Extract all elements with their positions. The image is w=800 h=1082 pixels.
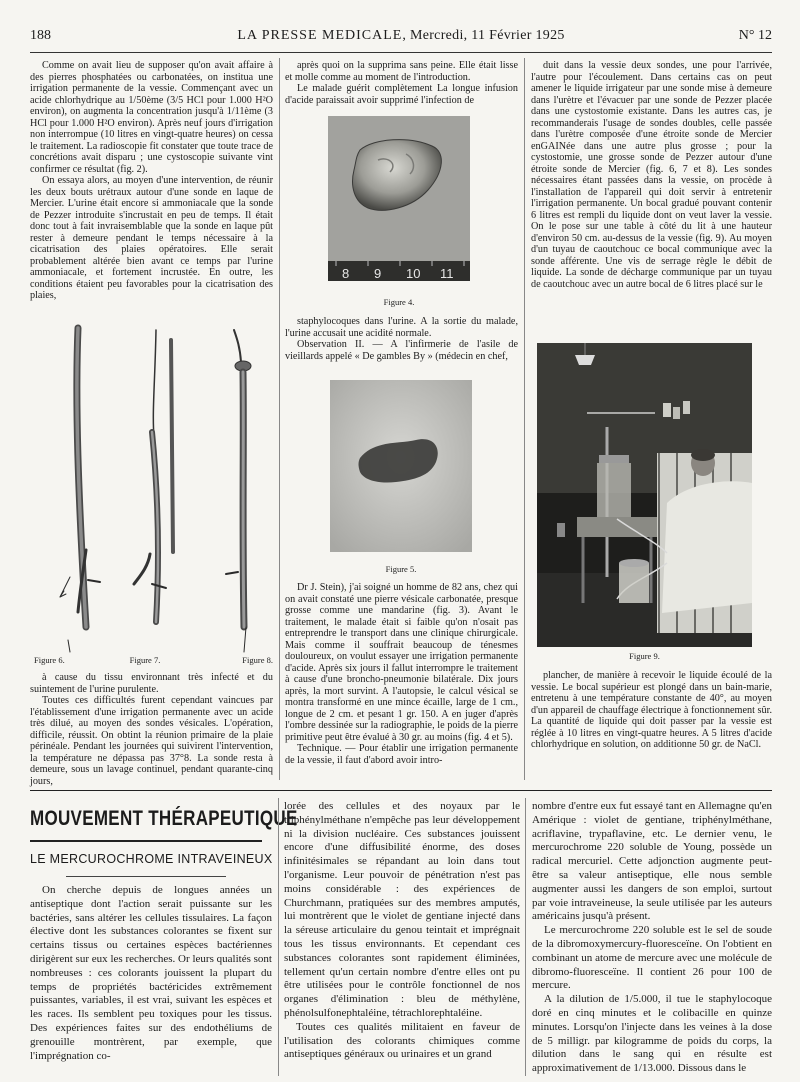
figure-8-caption: Figure 8. xyxy=(242,655,273,665)
figure-7-caption: Figure 7. xyxy=(129,655,161,665)
page-header xyxy=(30,28,772,50)
ruler-number: 11 xyxy=(440,266,454,281)
header-rule xyxy=(30,52,772,53)
paragraph: Toutes ces difficultés furent cependant vaincues par l'établissement d'une irrigation permanente avec un acide très dilué, au moyen des sondes vésicales. L'opération, difficile, réussit. On obtint la réunion primaire de la plaie périnéale. Pendant les journées qui suivirent l'intervention, la température ne dépassa pas 37°8. La sonde resta à demeure, sous un lavage continuel, pendant quarante-cinq jours, xyxy=(30,695,273,787)
col3-text-bottom xyxy=(531,670,772,780)
paragraph: Technique. — Pour établir une irrigation permanente de la vessie, il faut d'abord avoir intro- xyxy=(285,743,518,766)
column-divider xyxy=(525,798,526,1076)
paragraph: nombre d'entre eux fut essayé tant en Allemagne qu'en Amérique : violet de gentiane, triphénylméthane, acriflavine, trypaflavine, etc. Le dernier venu, le mercurochrome 220 soluble de Young, possède un radical mercuriel. Cette adjonction augmente peut-être sa valeur antiseptique, elle nous semble augmenter aussi les dangers de son emploi, surtout par voie intraveineuse, la seule utilisée par les auteurs américains jusqu'à présent. xyxy=(532,800,772,923)
page-number: 188 xyxy=(30,28,51,43)
journal-title-line: LA PRESSE MEDICALE, Mercredi, 11 Février 1925 xyxy=(237,28,565,43)
ruler-number: 9 xyxy=(374,266,382,281)
paragraph: après quoi on la supprima sans peine. Elle était lisse et molle comme au moment de l'introduction. xyxy=(285,60,518,83)
paragraph: plancher, de manière à recevoir le liquide écoulé de la vessie. Le bocal supérieur est plongé dans un bain-marie, entretenu à une température constante de 40°, au moyen d'un appareil de chauffage électrique à fonctionnement sûr. La quantité de liquide qui doit passer par la vessie est réglée à 10 litres en vingt-quatre heures. A 5 litres d'acide chlorhydrique en solution, on additionne 50 gr. de NaCl. xyxy=(531,670,772,750)
journal-title: LA PRESSE MEDICALE xyxy=(237,28,403,43)
paragraph: Toutes ces qualités militaient en faveur de l'utilisation des colorants chimiques comme antiseptiques généraux ou urinaires et un grand xyxy=(284,1020,520,1061)
col2-text-middle xyxy=(285,316,518,376)
col3-text-top xyxy=(531,60,772,338)
paragraph: duit dans la vessie deux sondes, une pour l'arrivée, l'autre pour l'écoulement. Dans certains cas on peut amener le liquide irrigateur par une sonde mise à demeure dans l'urètre et l'évacuer par une sonde de Pezzer placée dans une cystostomie existante. Dans les autres cas, je recommanderais l'usage de sondes doubles, celle passée dans l'urètre composée d'une étroite sonde de Mercier enGAINée dans une autre plus grosse ; pour la cystostomie, une grosse sonde de Pezzer autour d'une étroite sonde de Mercier (fig. 6, 7 et 8). Les sondes nécessaires étant passées dans la vessie, on procède à l'installation de l'appareil qui doit servir à entretenir l'irrigation permanente. Un bocal gradué pouvant contenir 6 litres est rempli du liquide dont on veut laver la vessie. On le pose sur une table à côté du lit à une hauteur d'environ 50 cm. au-dessus de la vessie (fig. 9). Au moyen d'un tuyau de caoutchouc ce bocal communique avec la sonde afférente. Une vis de serrage règle le débit de liquide. La sonde de décharge communique par un tuyau de caoutchouc avec un autre bocal de 6 litres placé sur le xyxy=(531,60,772,290)
issue-date: Mercredi, 11 Février 1925 xyxy=(409,28,565,43)
paragraph: On cherche depuis de longues années un antiseptique dont l'action serait puissante sur les bactéries, sans altérer les cellules tissulaires. La façon élective dont les substances colorantes se fixent sur certains tissus ou certaines espèces bactériennes dirigèrent sur eux les recherches. Or leurs qualités sont nombreuses : ces colorants jouissent la plupart du temps de propriétés bactéricides extrêmement puissantes, variables, il est vrai, suivant les espèces et les races. Ils semblent peu toxiques pour les tissus. Des expériences faites sur des endothéliums de grenouille montrèrent, par exemple, que l'imprégnation co- xyxy=(30,884,272,1062)
section-title: MOUVEMENT THÉRAPEUTIQUE xyxy=(30,806,298,830)
bottom-col3-text xyxy=(532,800,772,1075)
issue-number: N° 12 xyxy=(738,28,772,43)
fig7-wire xyxy=(153,330,156,437)
title-rule xyxy=(30,840,262,842)
paragraph: Le malade guérit complètement La longue infusion d'acide paraissait avoir supprimé l'infection de xyxy=(285,83,518,106)
figure-4-caption: Figure 4. xyxy=(383,297,415,307)
paragraph: Dr J. Stein), j'ai soigné un homme de 82 ans, chez qui on avait constaté une pierre vésicale carbonatée, presque grosse comme une mandarine (fig. 3). Avant le traitement, le malade était si faible qu'on n'osait pas entreprendre le transport dans une clinique chirurgicale. Mais comme il souffrait beaucoup de ténesmes douloureux, on voulut essayer une irrigation permanente d'acide. Après six jours il fallut interrompre le traitement à cause d'une broncho-pneumonie bilatérale. Dix jours après, la mort survint. A l'autopsie, le calcul vésical se montra transformé en une mince écaille, large de 1 cm., longue de 2 cm. et pesant 1 gr. 150. A en juger d'après l'ombre dessinée sur la radiographie, le poids de la pierre primitive peut être évalué à 30 gr. au moins (fig. 4 et 5). xyxy=(285,582,518,743)
table xyxy=(577,517,657,537)
subtitle-rule xyxy=(66,876,226,877)
paragraph: Le mercurochrome 220 soluble est le sel de soude de la dibromoxymercury-fluoresceïne. On l'obtient en combinant un atome de mercure avec une molécule de dibromo-fluoresceïne. Il contient 26 pour 100 de mercure. xyxy=(532,924,772,992)
figure-4-photo xyxy=(328,116,470,281)
upper-jar xyxy=(597,463,631,519)
lower-jar xyxy=(619,563,649,603)
paragraph: A la dilution de 1/5.000, il tue le staphylocoque doré en cinq minutes et le colibacille en quinze minutes. Lorsqu'on l'injecte dans les veines à la dose de 5 milligr. par kilogramme de poids du corps, la dilution dans le sang qui en résulte est approximativement de 1/13.000. Dissous dans le xyxy=(532,993,772,1075)
bottom-col2-text xyxy=(284,800,520,1072)
bed-sheet xyxy=(662,481,752,613)
figure-5-radiograph xyxy=(330,380,472,552)
figure-5-caption: Figure 5. xyxy=(385,564,417,574)
ruler-number: 8 xyxy=(342,266,350,281)
ruler-number: 10 xyxy=(406,266,421,281)
bottom-col1-text xyxy=(30,884,272,1072)
col2-text-bottom xyxy=(285,582,518,780)
paragraph: à cause du tissu environnant très infecté et du suintement de l'urine purulente. xyxy=(30,672,273,695)
paragraph: lorée des cellules et des noyaux par le triphénylméthane n'empêche pas leur développement ni la division nucléaire. Ces substances jouissent encore d'une diffusibilité énorme, des doses infinitésimales se répandant au loin dans tout l'organisme. Leur pouvoir de pénétration n'est pas moins considérable : des expériences de Churchmann, pratiquées sur des membres amputés, lui montrèrent que le violet de gentiane injecté dans la séreuse articulaire du genou teintait et imprégnait tous les tissus environnants. Et cependant ces substances colorantes sont rapidement éliminées, tellement qu'un certain nombre d'entre elles ont pu être utilisées pour le contrôle fonctionnel de nos organes d'élimination : bleu de méthylène, phénolsulfonephtaléine, tétrachlorephtaléine. xyxy=(284,800,520,1019)
catheter-figures xyxy=(30,322,273,662)
column-divider xyxy=(279,58,280,780)
paragraph: Comme on avait lieu de supposer qu'on avait affaire à des pierres phosphatées ou carbonatées, on institua une irrigation permanente de la vessie. Commençant avec un acide chlorhydrique au 1/50ème (3/5 HCl pour 1.000 H²O environ), on augmenta la concentration jusqu'à 1/11ème (3 HCl pour 1.000 H²O environ). Après neuf jours d'irrigation non interrompue (10 litres en vingt-quatre heures) on cessa le traitement. La radioscopie fit constater que toute trace de concrétions avait disparu ; une cystoscopie suivante vint confirmer ce résultat (fig. 2). xyxy=(30,60,273,175)
col2-text-top xyxy=(285,60,518,108)
figure-9-caption: Figure 9. xyxy=(629,651,660,661)
col1-text-bottom xyxy=(30,672,273,787)
paragraph: On essaya alors, au moyen d'une intervention, de réunir les deux bouts urétraux autour d'une sonde en laque de Mercier. L'urine était encore si ammoniacale que la sonde de Pezzer introduite s'incrustait en peu de temps. Il était donc tout à fait invraisemblable que la sonde en laque pût rester à demeure pendant le temps nécessaire à la cicatrisation des plaies opératoires. Elle serait probablement altérée bien avant ce temps par l'urine ammoniacale, et fortement incrustée. En outre, les conditions étaient peu favorables pour la cicatrisation des plaies, xyxy=(30,175,273,301)
figure-6-caption: Figure 6. xyxy=(34,655,65,665)
col1-text-top xyxy=(30,60,273,316)
column-divider xyxy=(524,58,525,780)
paragraph: staphylocoques dans l'urine. A la sortie du malade, l'urine accusait une acidité normale. xyxy=(285,316,518,339)
fig7-rod xyxy=(171,340,173,552)
section-rule xyxy=(30,790,772,791)
column-divider xyxy=(278,798,279,1076)
article-title: LE MERCUROCHROME INTRAVEINEUX xyxy=(30,852,273,866)
paragraph: Observation II. — A l'infirmerie de l'asile de vieillards appelé « De gambles By » (médecin en chef, xyxy=(285,339,518,362)
figure-9-photo xyxy=(537,343,752,647)
